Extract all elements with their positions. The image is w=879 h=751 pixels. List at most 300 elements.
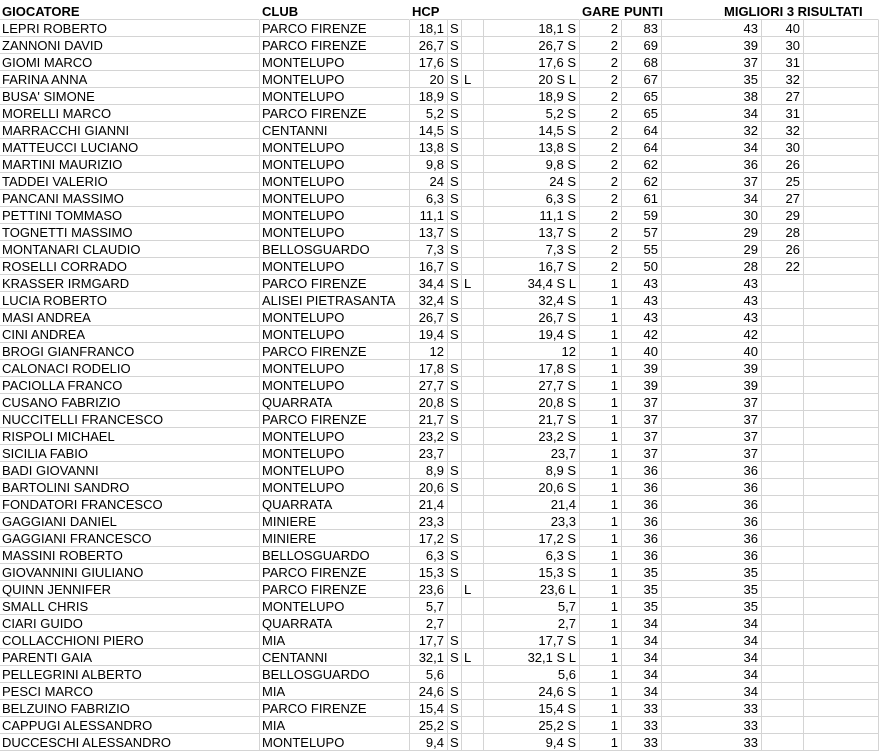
cell-s-flag[interactable] <box>448 666 462 683</box>
cell-hcp-combined[interactable]: 34,4 S L <box>484 275 580 292</box>
cell-gare[interactable]: 2 <box>580 139 622 156</box>
cell-best-1[interactable]: 29 <box>662 224 762 241</box>
cell-hcp-combined[interactable]: 2,7 <box>484 615 580 632</box>
cell-gare[interactable]: 1 <box>580 309 622 326</box>
cell-empty[interactable] <box>804 207 879 224</box>
cell-s-flag[interactable]: S <box>448 547 462 564</box>
cell-giocatore[interactable]: CUSANO FABRIZIO <box>0 394 260 411</box>
cell-empty[interactable] <box>804 173 879 190</box>
cell-l-flag[interactable]: L <box>462 581 484 598</box>
cell-l-flag[interactable] <box>462 734 484 751</box>
cell-l-flag[interactable] <box>462 615 484 632</box>
cell-l-flag[interactable] <box>462 292 484 309</box>
cell-hcp-combined[interactable]: 5,7 <box>484 598 580 615</box>
cell-gare[interactable]: 2 <box>580 88 622 105</box>
cell-best-2[interactable] <box>762 598 804 615</box>
cell-s-flag[interactable]: S <box>448 292 462 309</box>
cell-l-flag[interactable] <box>462 377 484 394</box>
cell-empty[interactable] <box>804 734 879 751</box>
cell-hcp-combined[interactable]: 23,6 L <box>484 581 580 598</box>
cell-club[interactable]: MONTELUPO <box>260 258 410 275</box>
cell-punti[interactable]: 35 <box>622 581 662 598</box>
cell-hcp-combined[interactable]: 15,3 S <box>484 564 580 581</box>
cell-punti[interactable]: 55 <box>622 241 662 258</box>
cell-s-flag[interactable]: S <box>448 326 462 343</box>
cell-hcp[interactable]: 20,8 <box>410 394 448 411</box>
cell-s-flag[interactable]: S <box>448 632 462 649</box>
cell-giocatore[interactable]: PARENTI GAIA <box>0 649 260 666</box>
cell-empty[interactable] <box>804 122 879 139</box>
cell-giocatore[interactable]: PESCI MARCO <box>0 683 260 700</box>
cell-l-flag[interactable] <box>462 530 484 547</box>
cell-gare[interactable]: 2 <box>580 20 622 37</box>
cell-best-2[interactable]: 22 <box>762 258 804 275</box>
cell-l-flag[interactable] <box>462 496 484 513</box>
cell-best-1[interactable]: 28 <box>662 258 762 275</box>
cell-club[interactable]: MONTELUPO <box>260 71 410 88</box>
cell-s-flag[interactable]: S <box>448 139 462 156</box>
cell-s-flag[interactable] <box>448 445 462 462</box>
cell-punti[interactable]: 33 <box>622 700 662 717</box>
cell-gare[interactable]: 2 <box>580 105 622 122</box>
cell-club[interactable]: MONTELUPO <box>260 479 410 496</box>
cell-l-flag[interactable] <box>462 598 484 615</box>
cell-best-2[interactable] <box>762 581 804 598</box>
cell-hcp[interactable]: 34,4 <box>410 275 448 292</box>
cell-best-1[interactable]: 40 <box>662 343 762 360</box>
cell-hcp[interactable]: 17,6 <box>410 54 448 71</box>
cell-hcp-combined[interactable]: 12 <box>484 343 580 360</box>
cell-best-1[interactable]: 34 <box>662 666 762 683</box>
cell-best-2[interactable]: 29 <box>762 207 804 224</box>
cell-hcp[interactable]: 13,8 <box>410 139 448 156</box>
cell-s-flag[interactable] <box>448 496 462 513</box>
cell-gare[interactable]: 2 <box>580 156 622 173</box>
cell-hcp-combined[interactable]: 20,6 S <box>484 479 580 496</box>
cell-club[interactable]: MONTELUPO <box>260 326 410 343</box>
cell-punti[interactable]: 33 <box>622 717 662 734</box>
cell-gare[interactable]: 2 <box>580 54 622 71</box>
cell-punti[interactable]: 42 <box>622 326 662 343</box>
cell-s-flag[interactable]: S <box>448 700 462 717</box>
cell-l-flag[interactable] <box>462 547 484 564</box>
cell-best-1[interactable]: 42 <box>662 326 762 343</box>
cell-hcp[interactable]: 17,7 <box>410 632 448 649</box>
cell-best-1[interactable]: 39 <box>662 37 762 54</box>
cell-hcp[interactable]: 5,7 <box>410 598 448 615</box>
cell-l-flag[interactable] <box>462 445 484 462</box>
cell-gare[interactable]: 1 <box>580 394 622 411</box>
cell-gare[interactable]: 1 <box>580 632 622 649</box>
cell-club[interactable]: MONTELUPO <box>260 207 410 224</box>
cell-empty[interactable] <box>804 428 879 445</box>
cell-empty[interactable] <box>804 462 879 479</box>
cell-best-1[interactable]: 35 <box>662 71 762 88</box>
cell-l-flag[interactable] <box>462 479 484 496</box>
cell-hcp-combined[interactable]: 26,7 S <box>484 37 580 54</box>
cell-empty[interactable] <box>804 258 879 275</box>
cell-punti[interactable]: 57 <box>622 224 662 241</box>
cell-l-flag[interactable] <box>462 241 484 258</box>
cell-empty[interactable] <box>804 581 879 598</box>
cell-best-1[interactable]: 30 <box>662 207 762 224</box>
cell-l-flag[interactable] <box>462 326 484 343</box>
cell-club[interactable]: MONTELUPO <box>260 224 410 241</box>
cell-punti[interactable]: 65 <box>622 105 662 122</box>
cell-s-flag[interactable]: S <box>448 360 462 377</box>
cell-giocatore[interactable]: SMALL CHRIS <box>0 598 260 615</box>
cell-club[interactable]: MONTELUPO <box>260 360 410 377</box>
cell-club[interactable]: MONTELUPO <box>260 462 410 479</box>
cell-giocatore[interactable]: ROSELLI CORRADO <box>0 258 260 275</box>
cell-hcp-combined[interactable]: 32,1 S L <box>484 649 580 666</box>
cell-best-2[interactable]: 26 <box>762 241 804 258</box>
cell-best-1[interactable]: 37 <box>662 54 762 71</box>
cell-s-flag[interactable]: S <box>448 190 462 207</box>
cell-gare[interactable]: 2 <box>580 37 622 54</box>
cell-punti[interactable]: 37 <box>622 445 662 462</box>
header-club[interactable]: CLUB <box>260 3 410 20</box>
cell-best-1[interactable]: 35 <box>662 564 762 581</box>
cell-hcp[interactable]: 7,3 <box>410 241 448 258</box>
cell-best-1[interactable]: 34 <box>662 139 762 156</box>
cell-giocatore[interactable]: BADI GIOVANNI <box>0 462 260 479</box>
cell-s-flag[interactable]: S <box>448 428 462 445</box>
cell-giocatore[interactable]: FARINA ANNA <box>0 71 260 88</box>
cell-hcp-combined[interactable]: 17,8 S <box>484 360 580 377</box>
cell-hcp-combined[interactable]: 6,3 S <box>484 547 580 564</box>
cell-empty[interactable] <box>804 598 879 615</box>
cell-punti[interactable]: 36 <box>622 530 662 547</box>
cell-gare[interactable]: 1 <box>580 496 622 513</box>
cell-l-flag[interactable] <box>462 105 484 122</box>
cell-s-flag[interactable]: S <box>448 37 462 54</box>
cell-giocatore[interactable]: PACIOLLA FRANCO <box>0 377 260 394</box>
cell-s-flag[interactable]: S <box>448 54 462 71</box>
cell-hcp[interactable]: 23,7 <box>410 445 448 462</box>
cell-hcp-combined[interactable]: 32,4 S <box>484 292 580 309</box>
cell-punti[interactable]: 36 <box>622 547 662 564</box>
cell-hcp-combined[interactable]: 13,8 S <box>484 139 580 156</box>
cell-punti[interactable]: 43 <box>622 275 662 292</box>
cell-empty[interactable] <box>804 156 879 173</box>
cell-gare[interactable]: 1 <box>580 683 622 700</box>
cell-punti[interactable]: 34 <box>622 649 662 666</box>
cell-best-2[interactable]: 30 <box>762 37 804 54</box>
cell-empty[interactable] <box>804 564 879 581</box>
cell-best-1[interactable]: 34 <box>662 632 762 649</box>
cell-gare[interactable]: 1 <box>580 428 622 445</box>
cell-l-flag[interactable] <box>462 700 484 717</box>
cell-punti[interactable]: 50 <box>622 258 662 275</box>
cell-gare[interactable]: 1 <box>580 445 622 462</box>
cell-hcp[interactable]: 23,3 <box>410 513 448 530</box>
cell-giocatore[interactable]: GIOMI MARCO <box>0 54 260 71</box>
cell-l-flag[interactable] <box>462 564 484 581</box>
cell-gare[interactable]: 1 <box>580 734 622 751</box>
cell-empty[interactable] <box>804 377 879 394</box>
cell-hcp-combined[interactable]: 18,1 S <box>484 20 580 37</box>
cell-best-2[interactable] <box>762 377 804 394</box>
cell-hcp[interactable]: 2,7 <box>410 615 448 632</box>
cell-s-flag[interactable] <box>448 581 462 598</box>
cell-giocatore[interactable]: ZANNONI DAVID <box>0 37 260 54</box>
cell-best-1[interactable]: 36 <box>662 496 762 513</box>
cell-hcp-combined[interactable]: 19,4 S <box>484 326 580 343</box>
cell-punti[interactable]: 83 <box>622 20 662 37</box>
cell-hcp-combined[interactable]: 26,7 S <box>484 309 580 326</box>
cell-club[interactable]: MONTELUPO <box>260 445 410 462</box>
cell-best-1[interactable]: 36 <box>662 479 762 496</box>
cell-l-flag[interactable] <box>462 173 484 190</box>
cell-hcp[interactable]: 6,3 <box>410 190 448 207</box>
cell-empty[interactable] <box>804 632 879 649</box>
cell-punti[interactable]: 36 <box>622 513 662 530</box>
cell-gare[interactable]: 2 <box>580 122 622 139</box>
cell-best-1[interactable]: 37 <box>662 394 762 411</box>
cell-best-2[interactable] <box>762 326 804 343</box>
cell-giocatore[interactable]: RISPOLI MICHAEL <box>0 428 260 445</box>
cell-empty[interactable] <box>804 513 879 530</box>
cell-best-1[interactable]: 35 <box>662 581 762 598</box>
cell-s-flag[interactable]: S <box>448 88 462 105</box>
cell-club[interactable]: MONTELUPO <box>260 377 410 394</box>
cell-s-flag[interactable]: S <box>448 394 462 411</box>
cell-empty[interactable] <box>804 683 879 700</box>
cell-l-flag[interactable] <box>462 309 484 326</box>
cell-hcp-combined[interactable]: 24,6 S <box>484 683 580 700</box>
cell-hcp[interactable]: 26,7 <box>410 37 448 54</box>
cell-best-1[interactable]: 36 <box>662 513 762 530</box>
cell-hcp[interactable]: 12 <box>410 343 448 360</box>
cell-best-2[interactable] <box>762 666 804 683</box>
cell-gare[interactable]: 1 <box>580 360 622 377</box>
cell-best-1[interactable]: 38 <box>662 88 762 105</box>
cell-club[interactable]: BELLOSGUARDO <box>260 666 410 683</box>
cell-empty[interactable] <box>804 547 879 564</box>
cell-gare[interactable]: 1 <box>580 377 622 394</box>
cell-club[interactable]: MONTELUPO <box>260 598 410 615</box>
cell-s-flag[interactable]: S <box>448 258 462 275</box>
cell-empty[interactable] <box>804 37 879 54</box>
cell-l-flag[interactable] <box>462 683 484 700</box>
cell-hcp[interactable]: 23,2 <box>410 428 448 445</box>
cell-hcp-combined[interactable]: 23,2 S <box>484 428 580 445</box>
cell-s-flag[interactable]: S <box>448 241 462 258</box>
cell-l-flag[interactable]: L <box>462 71 484 88</box>
cell-hcp[interactable]: 18,1 <box>410 20 448 37</box>
cell-gare[interactable]: 1 <box>580 275 622 292</box>
cell-hcp-combined[interactable]: 15,4 S <box>484 700 580 717</box>
cell-best-2[interactable] <box>762 479 804 496</box>
cell-hcp[interactable]: 15,4 <box>410 700 448 717</box>
cell-s-flag[interactable]: S <box>448 411 462 428</box>
cell-s-flag[interactable]: S <box>448 564 462 581</box>
cell-club[interactable]: PARCO FIRENZE <box>260 564 410 581</box>
cell-best-2[interactable] <box>762 530 804 547</box>
cell-l-flag[interactable] <box>462 156 484 173</box>
cell-s-flag[interactable] <box>448 343 462 360</box>
cell-hcp[interactable]: 6,3 <box>410 547 448 564</box>
cell-hcp[interactable]: 32,4 <box>410 292 448 309</box>
cell-best-1[interactable]: 37 <box>662 173 762 190</box>
cell-punti[interactable]: 39 <box>622 360 662 377</box>
cell-giocatore[interactable]: CAPPUGI ALESSANDRO <box>0 717 260 734</box>
cell-hcp-combined[interactable]: 16,7 S <box>484 258 580 275</box>
cell-hcp[interactable]: 18,9 <box>410 88 448 105</box>
cell-punti[interactable]: 43 <box>622 292 662 309</box>
cell-best-1[interactable]: 29 <box>662 241 762 258</box>
cell-best-2[interactable] <box>762 513 804 530</box>
cell-gare[interactable]: 1 <box>580 462 622 479</box>
cell-club[interactable]: MIA <box>260 632 410 649</box>
cell-club[interactable]: BELLOSGUARDO <box>260 547 410 564</box>
cell-l-flag[interactable]: L <box>462 275 484 292</box>
cell-empty[interactable] <box>804 666 879 683</box>
cell-gare[interactable]: 1 <box>580 530 622 547</box>
cell-club[interactable]: CENTANNI <box>260 649 410 666</box>
cell-hcp-combined[interactable]: 27,7 S <box>484 377 580 394</box>
cell-hcp[interactable]: 26,7 <box>410 309 448 326</box>
cell-punti[interactable]: 64 <box>622 122 662 139</box>
cell-best-2[interactable] <box>762 360 804 377</box>
cell-club[interactable]: MIA <box>260 683 410 700</box>
cell-best-2[interactable]: 25 <box>762 173 804 190</box>
header-giocatore[interactable]: GIOCATORE <box>0 3 260 20</box>
cell-l-flag[interactable] <box>462 462 484 479</box>
cell-hcp[interactable]: 5,2 <box>410 105 448 122</box>
cell-s-flag[interactable]: S <box>448 122 462 139</box>
cell-hcp-combined[interactable]: 9,8 S <box>484 156 580 173</box>
cell-best-1[interactable]: 43 <box>662 275 762 292</box>
cell-giocatore[interactable]: BELZUINO FABRIZIO <box>0 700 260 717</box>
cell-giocatore[interactable]: TOGNETTI MASSIMO <box>0 224 260 241</box>
cell-giocatore[interactable]: QUINN JENNIFER <box>0 581 260 598</box>
cell-punti[interactable]: 33 <box>622 734 662 751</box>
cell-best-2[interactable] <box>762 462 804 479</box>
cell-best-2[interactable]: 32 <box>762 122 804 139</box>
cell-hcp[interactable]: 21,7 <box>410 411 448 428</box>
cell-l-flag[interactable] <box>462 666 484 683</box>
cell-giocatore[interactable]: LEPRI ROBERTO <box>0 20 260 37</box>
cell-club[interactable]: QUARRATA <box>260 615 410 632</box>
cell-hcp[interactable]: 9,4 <box>410 734 448 751</box>
cell-gare[interactable]: 1 <box>580 411 622 428</box>
cell-s-flag[interactable]: S <box>448 683 462 700</box>
cell-best-1[interactable]: 35 <box>662 598 762 615</box>
cell-s-flag[interactable]: S <box>448 479 462 496</box>
cell-hcp-combined[interactable]: 23,7 <box>484 445 580 462</box>
cell-hcp[interactable]: 24,6 <box>410 683 448 700</box>
cell-giocatore[interactable]: MORELLI MARCO <box>0 105 260 122</box>
cell-club[interactable]: QUARRATA <box>260 496 410 513</box>
cell-giocatore[interactable]: BARTOLINI SANDRO <box>0 479 260 496</box>
cell-club[interactable]: PARCO FIRENZE <box>260 581 410 598</box>
cell-best-2[interactable] <box>762 547 804 564</box>
cell-s-flag[interactable]: S <box>448 71 462 88</box>
cell-l-flag[interactable] <box>462 632 484 649</box>
cell-gare[interactable]: 2 <box>580 190 622 207</box>
cell-l-flag[interactable] <box>462 360 484 377</box>
cell-punti[interactable]: 40 <box>622 343 662 360</box>
cell-empty[interactable] <box>804 496 879 513</box>
cell-club[interactable]: MONTELUPO <box>260 139 410 156</box>
cell-l-flag[interactable]: L <box>462 649 484 666</box>
cell-hcp[interactable]: 20 <box>410 71 448 88</box>
cell-hcp-combined[interactable]: 21,7 S <box>484 411 580 428</box>
cell-gare[interactable]: 2 <box>580 224 622 241</box>
cell-gare[interactable]: 2 <box>580 207 622 224</box>
cell-empty[interactable] <box>804 411 879 428</box>
cell-club[interactable]: PARCO FIRENZE <box>260 105 410 122</box>
cell-empty[interactable] <box>804 224 879 241</box>
cell-giocatore[interactable]: KRASSER IRMGARD <box>0 275 260 292</box>
header-hcp[interactable]: HCP <box>410 3 580 20</box>
cell-s-flag[interactable]: S <box>448 20 462 37</box>
cell-l-flag[interactable] <box>462 343 484 360</box>
cell-best-2[interactable]: 40 <box>762 20 804 37</box>
cell-giocatore[interactable]: MATTEUCCI LUCIANO <box>0 139 260 156</box>
header-migliori[interactable]: MIGLIORI 3 RISULTATI <box>722 3 879 20</box>
cell-best-1[interactable]: 39 <box>662 377 762 394</box>
cell-club[interactable]: PARCO FIRENZE <box>260 275 410 292</box>
cell-best-1[interactable]: 33 <box>662 734 762 751</box>
cell-punti[interactable]: 36 <box>622 496 662 513</box>
cell-gare[interactable]: 1 <box>580 479 622 496</box>
cell-empty[interactable] <box>804 394 879 411</box>
cell-empty[interactable] <box>804 292 879 309</box>
cell-l-flag[interactable] <box>462 411 484 428</box>
cell-punti[interactable]: 34 <box>622 683 662 700</box>
cell-hcp[interactable]: 17,2 <box>410 530 448 547</box>
cell-hcp[interactable]: 16,7 <box>410 258 448 275</box>
cell-punti[interactable]: 39 <box>622 377 662 394</box>
cell-best-1[interactable]: 34 <box>662 190 762 207</box>
cell-giocatore[interactable]: PETTINI TOMMASO <box>0 207 260 224</box>
cell-best-1[interactable]: 43 <box>662 309 762 326</box>
header-gare[interactable]: GARE <box>580 3 622 20</box>
cell-empty[interactable] <box>804 479 879 496</box>
cell-giocatore[interactable]: MASSINI ROBERTO <box>0 547 260 564</box>
cell-s-flag[interactable]: S <box>448 156 462 173</box>
cell-hcp-combined[interactable]: 20 S L <box>484 71 580 88</box>
cell-best-1[interactable]: 34 <box>662 649 762 666</box>
cell-best-2[interactable] <box>762 700 804 717</box>
cell-l-flag[interactable] <box>462 394 484 411</box>
cell-gare[interactable]: 1 <box>580 700 622 717</box>
cell-giocatore[interactable]: MONTANARI CLAUDIO <box>0 241 260 258</box>
cell-club[interactable]: MONTELUPO <box>260 54 410 71</box>
cell-giocatore[interactable]: GIOVANNINI GIULIANO <box>0 564 260 581</box>
cell-best-2[interactable] <box>762 411 804 428</box>
cell-hcp-combined[interactable]: 21,4 <box>484 496 580 513</box>
cell-hcp[interactable]: 24 <box>410 173 448 190</box>
cell-giocatore[interactable]: CINI ANDREA <box>0 326 260 343</box>
cell-empty[interactable] <box>804 71 879 88</box>
cell-hcp-combined[interactable]: 7,3 S <box>484 241 580 258</box>
cell-hcp[interactable]: 25,2 <box>410 717 448 734</box>
cell-best-1[interactable]: 33 <box>662 700 762 717</box>
cell-punti[interactable]: 37 <box>622 394 662 411</box>
cell-gare[interactable]: 1 <box>580 666 622 683</box>
cell-punti[interactable]: 65 <box>622 88 662 105</box>
cell-club[interactable]: MINIERE <box>260 513 410 530</box>
cell-best-2[interactable] <box>762 615 804 632</box>
cell-best-1[interactable]: 32 <box>662 122 762 139</box>
cell-l-flag[interactable] <box>462 428 484 445</box>
cell-best-2[interactable]: 30 <box>762 139 804 156</box>
cell-hcp[interactable]: 14,5 <box>410 122 448 139</box>
